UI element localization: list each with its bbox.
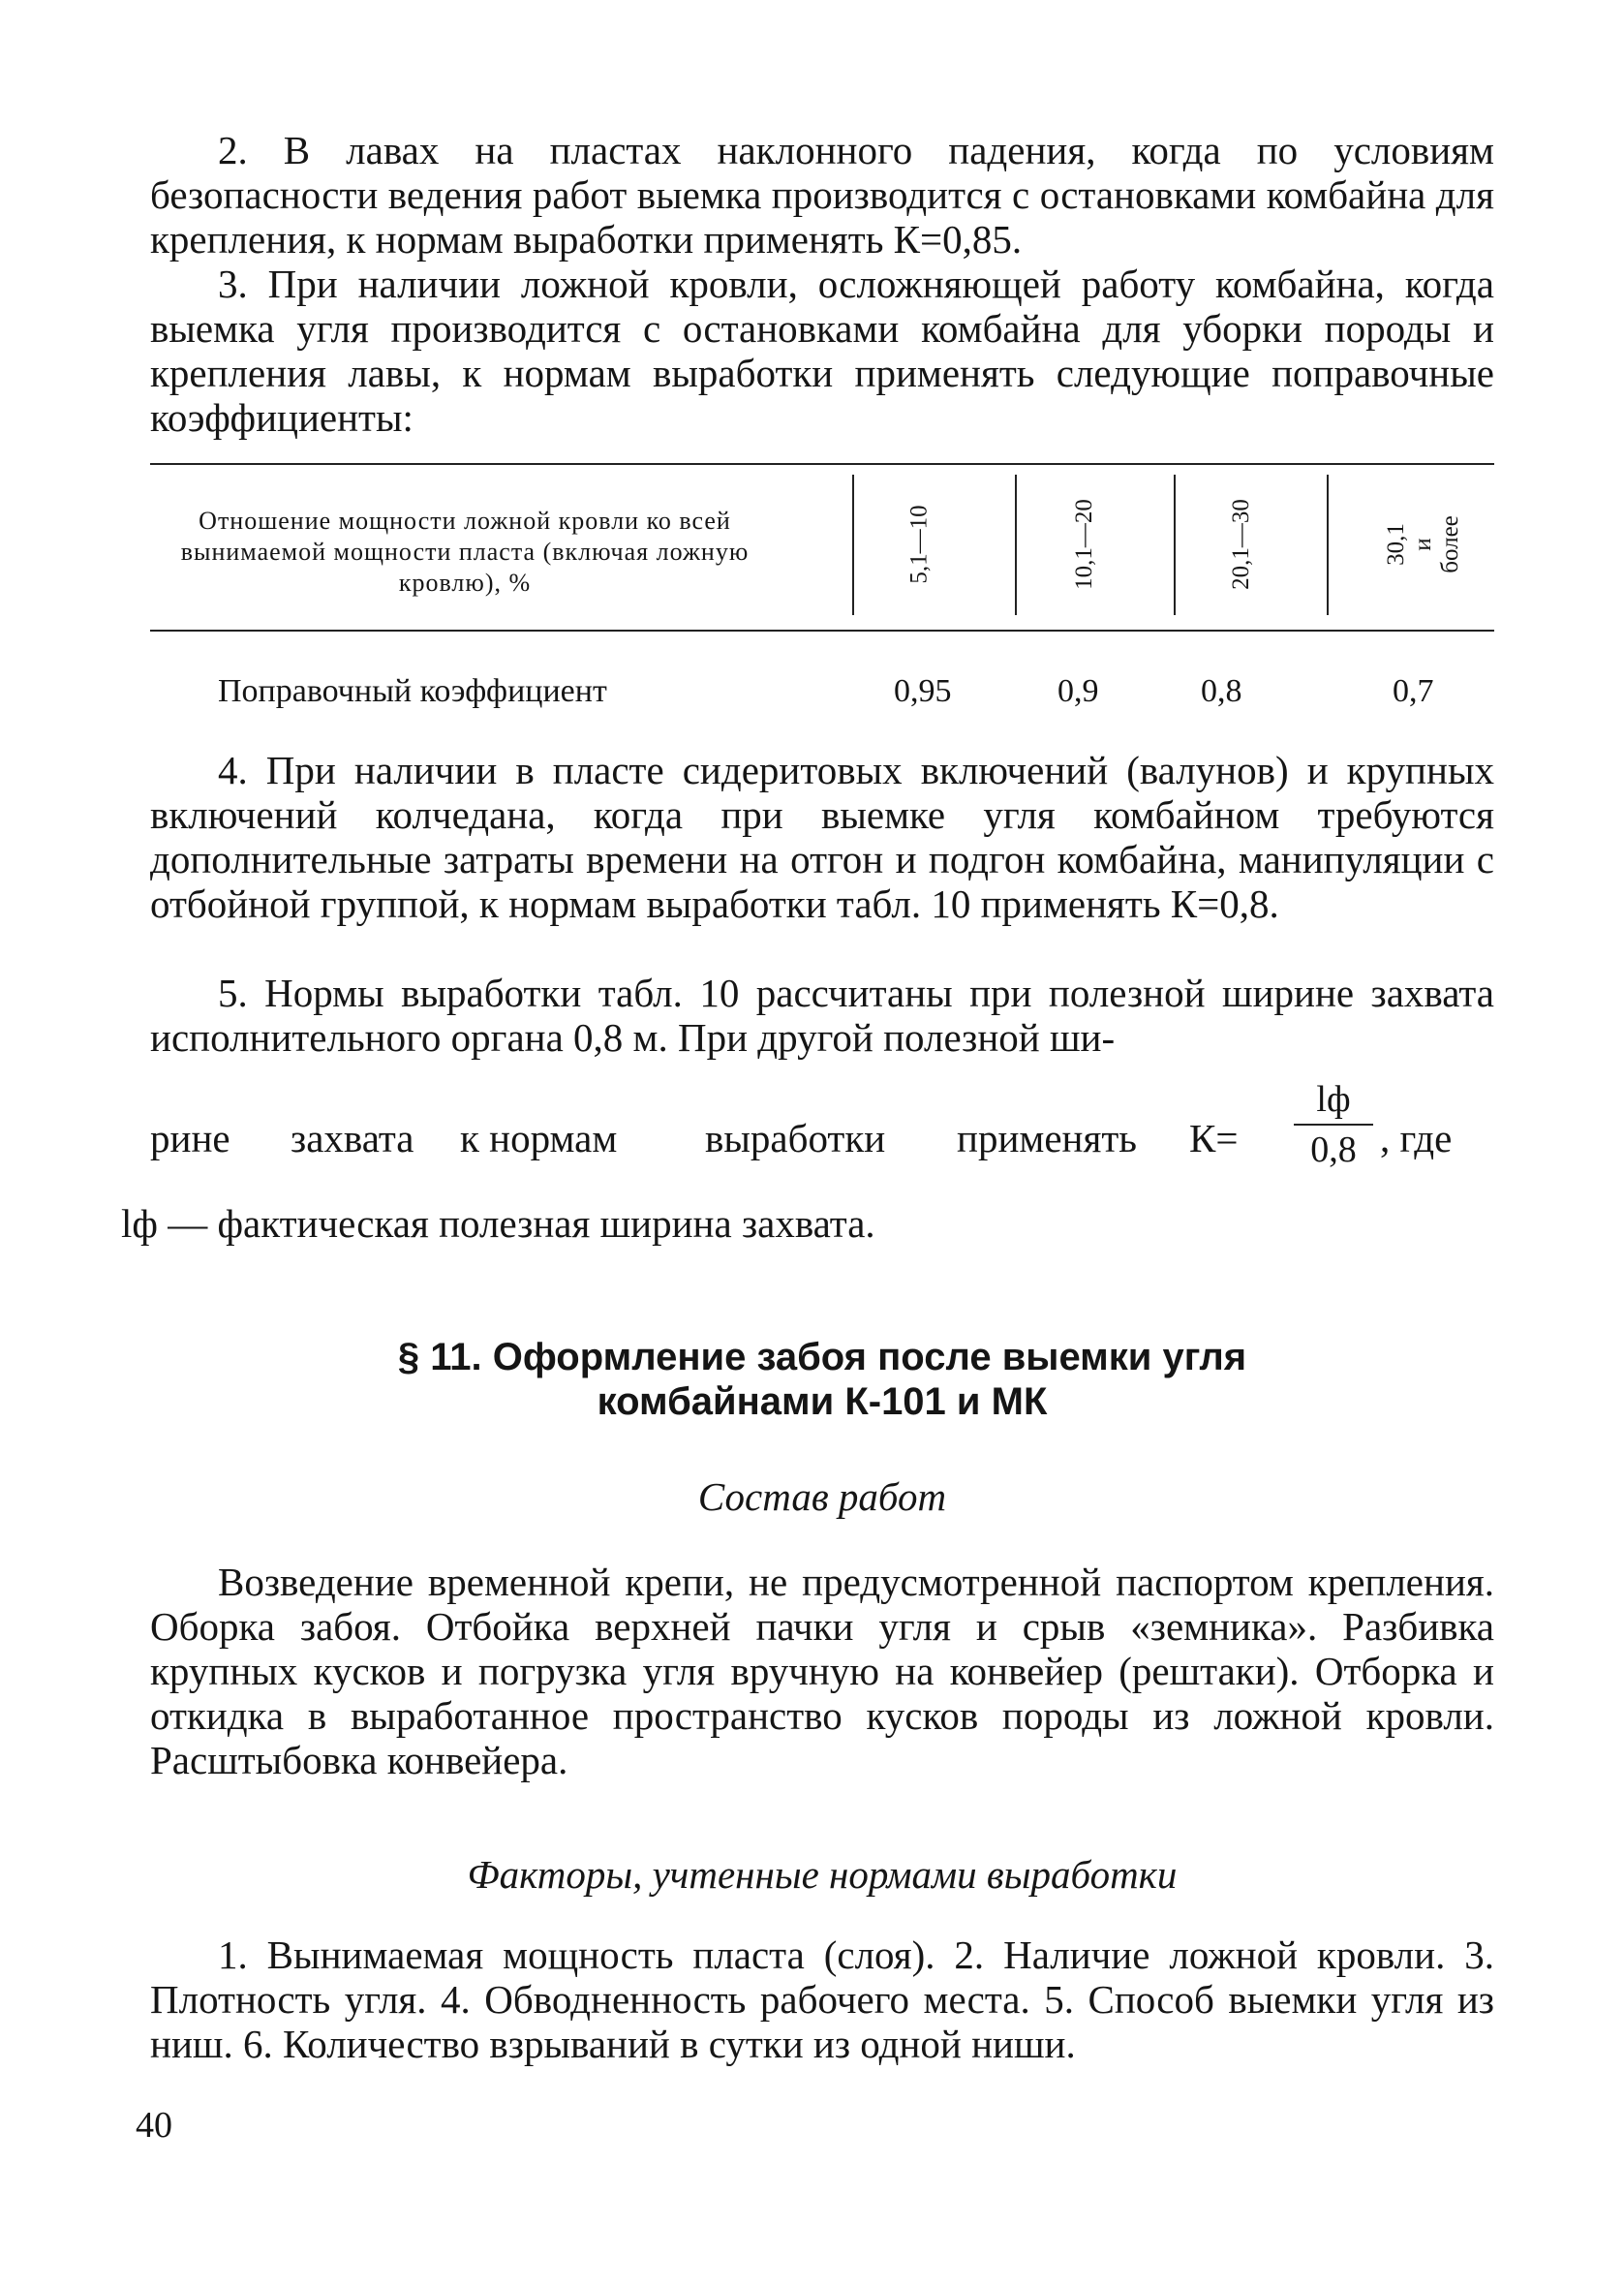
formula-word: К= [1189,1116,1239,1160]
paragraph-4: 4. При наличии в пласте сидеритовых включений (валунов) и крупных включений колчедана, когда при выемке угля комбайном требуются дополнительные затраты времени на отгон и подгон комбайна, манипуляции с отбойной группой, к нормам выработки табл. 10 применять К=0,8. [150,748,1494,926]
formula-definition: lф — фактическая полезная ширина захвата. [121,1201,875,1246]
fraction [1294,1077,1373,1172]
table-row-header: Отношение мощности ложной кровли ко всей вынимаемой мощности пласта (включая ложную кровлю), % [180,507,750,597]
table-cell: 0,9 [1057,673,1099,709]
table-top-rule [150,463,1494,465]
column-divider [1015,475,1017,615]
table-row-label: Поправочный коэффициент [218,673,607,709]
work-composition-text: Возведение временной крепи, не предусмотренной паспортом крепления. Оборка забоя. Отбойка верхней пачки угля и срыв «земника». Разбивка крупных кусков и погрузка угля вручную на конвейер (рештаки). Отборка и откидка в выработанное пространство кусков породы из ложной кровли. Расштыбовка конвейера. [150,1560,1494,1782]
fraction-numerator: lф [1316,1079,1351,1120]
column-divider [852,475,854,615]
table-header-rule [150,630,1494,632]
column-header: 30,1 и более [1383,515,1463,573]
factors-text: 1. Вынимаемая мощность пласта (слоя). 2. Наличие ложной кровли. 3. Плотность угля. 4. Обводненность рабочего места. 5. Способ выемки угля из ниш. 6. Количество взрываний в сутки из одной ниши. [150,1932,1494,2066]
subsection-title-factors: Факторы, учтенные нормами выработки [467,1852,1178,1897]
table-cell: 0,7 [1393,673,1434,709]
fraction-bar [1294,1124,1373,1126]
column-divider [1174,475,1176,615]
page-number: 40 [136,2105,172,2146]
table-cell: 0,95 [894,673,952,709]
column-header: 20,1—30 [1228,499,1254,590]
column-divider [1327,475,1329,615]
formula-word: применять [957,1116,1137,1160]
section-title-line2: комбайнами К-101 и МК [597,1380,1048,1423]
paragraph-2: 2. В лавах на пластах наклонного падения, когда по условиям безопасности ведения работ выемка производится с остановками комбайна для крепления, к нормам выработки применять К=0,85. [150,128,1494,262]
paragraph-3: 3. При наличии ложной кровли, осложняющей работу комбайна, когда выемка угля производится с остановками комбайна для уборки породы и крепления лавы, к нормам выработки применять следующие поправочные коэффициенты: [150,262,1494,440]
section-title: § 11. Оформление забоя после выемки угля [397,1336,1247,1378]
column-header: 5,1—10 [906,505,933,584]
subsection-title-work: Состав работ [697,1474,947,1519]
formula-word: рине [150,1116,230,1160]
fraction-denominator: 0,8 [1310,1129,1357,1170]
paragraph-5: 5. Нормы выработки табл. 10 рассчитаны при полезной ширине захвата исполнительного органа 0,8 м. При другой полезной ши- [150,971,1494,1060]
formula-word: к нормам [460,1116,618,1160]
formula-word: захвата [291,1116,414,1160]
formula-word: выработки [705,1116,886,1160]
formula-suffix: , где [1380,1116,1453,1160]
table-cell: 0,8 [1201,673,1242,709]
column-header: 10,1—20 [1071,499,1097,590]
